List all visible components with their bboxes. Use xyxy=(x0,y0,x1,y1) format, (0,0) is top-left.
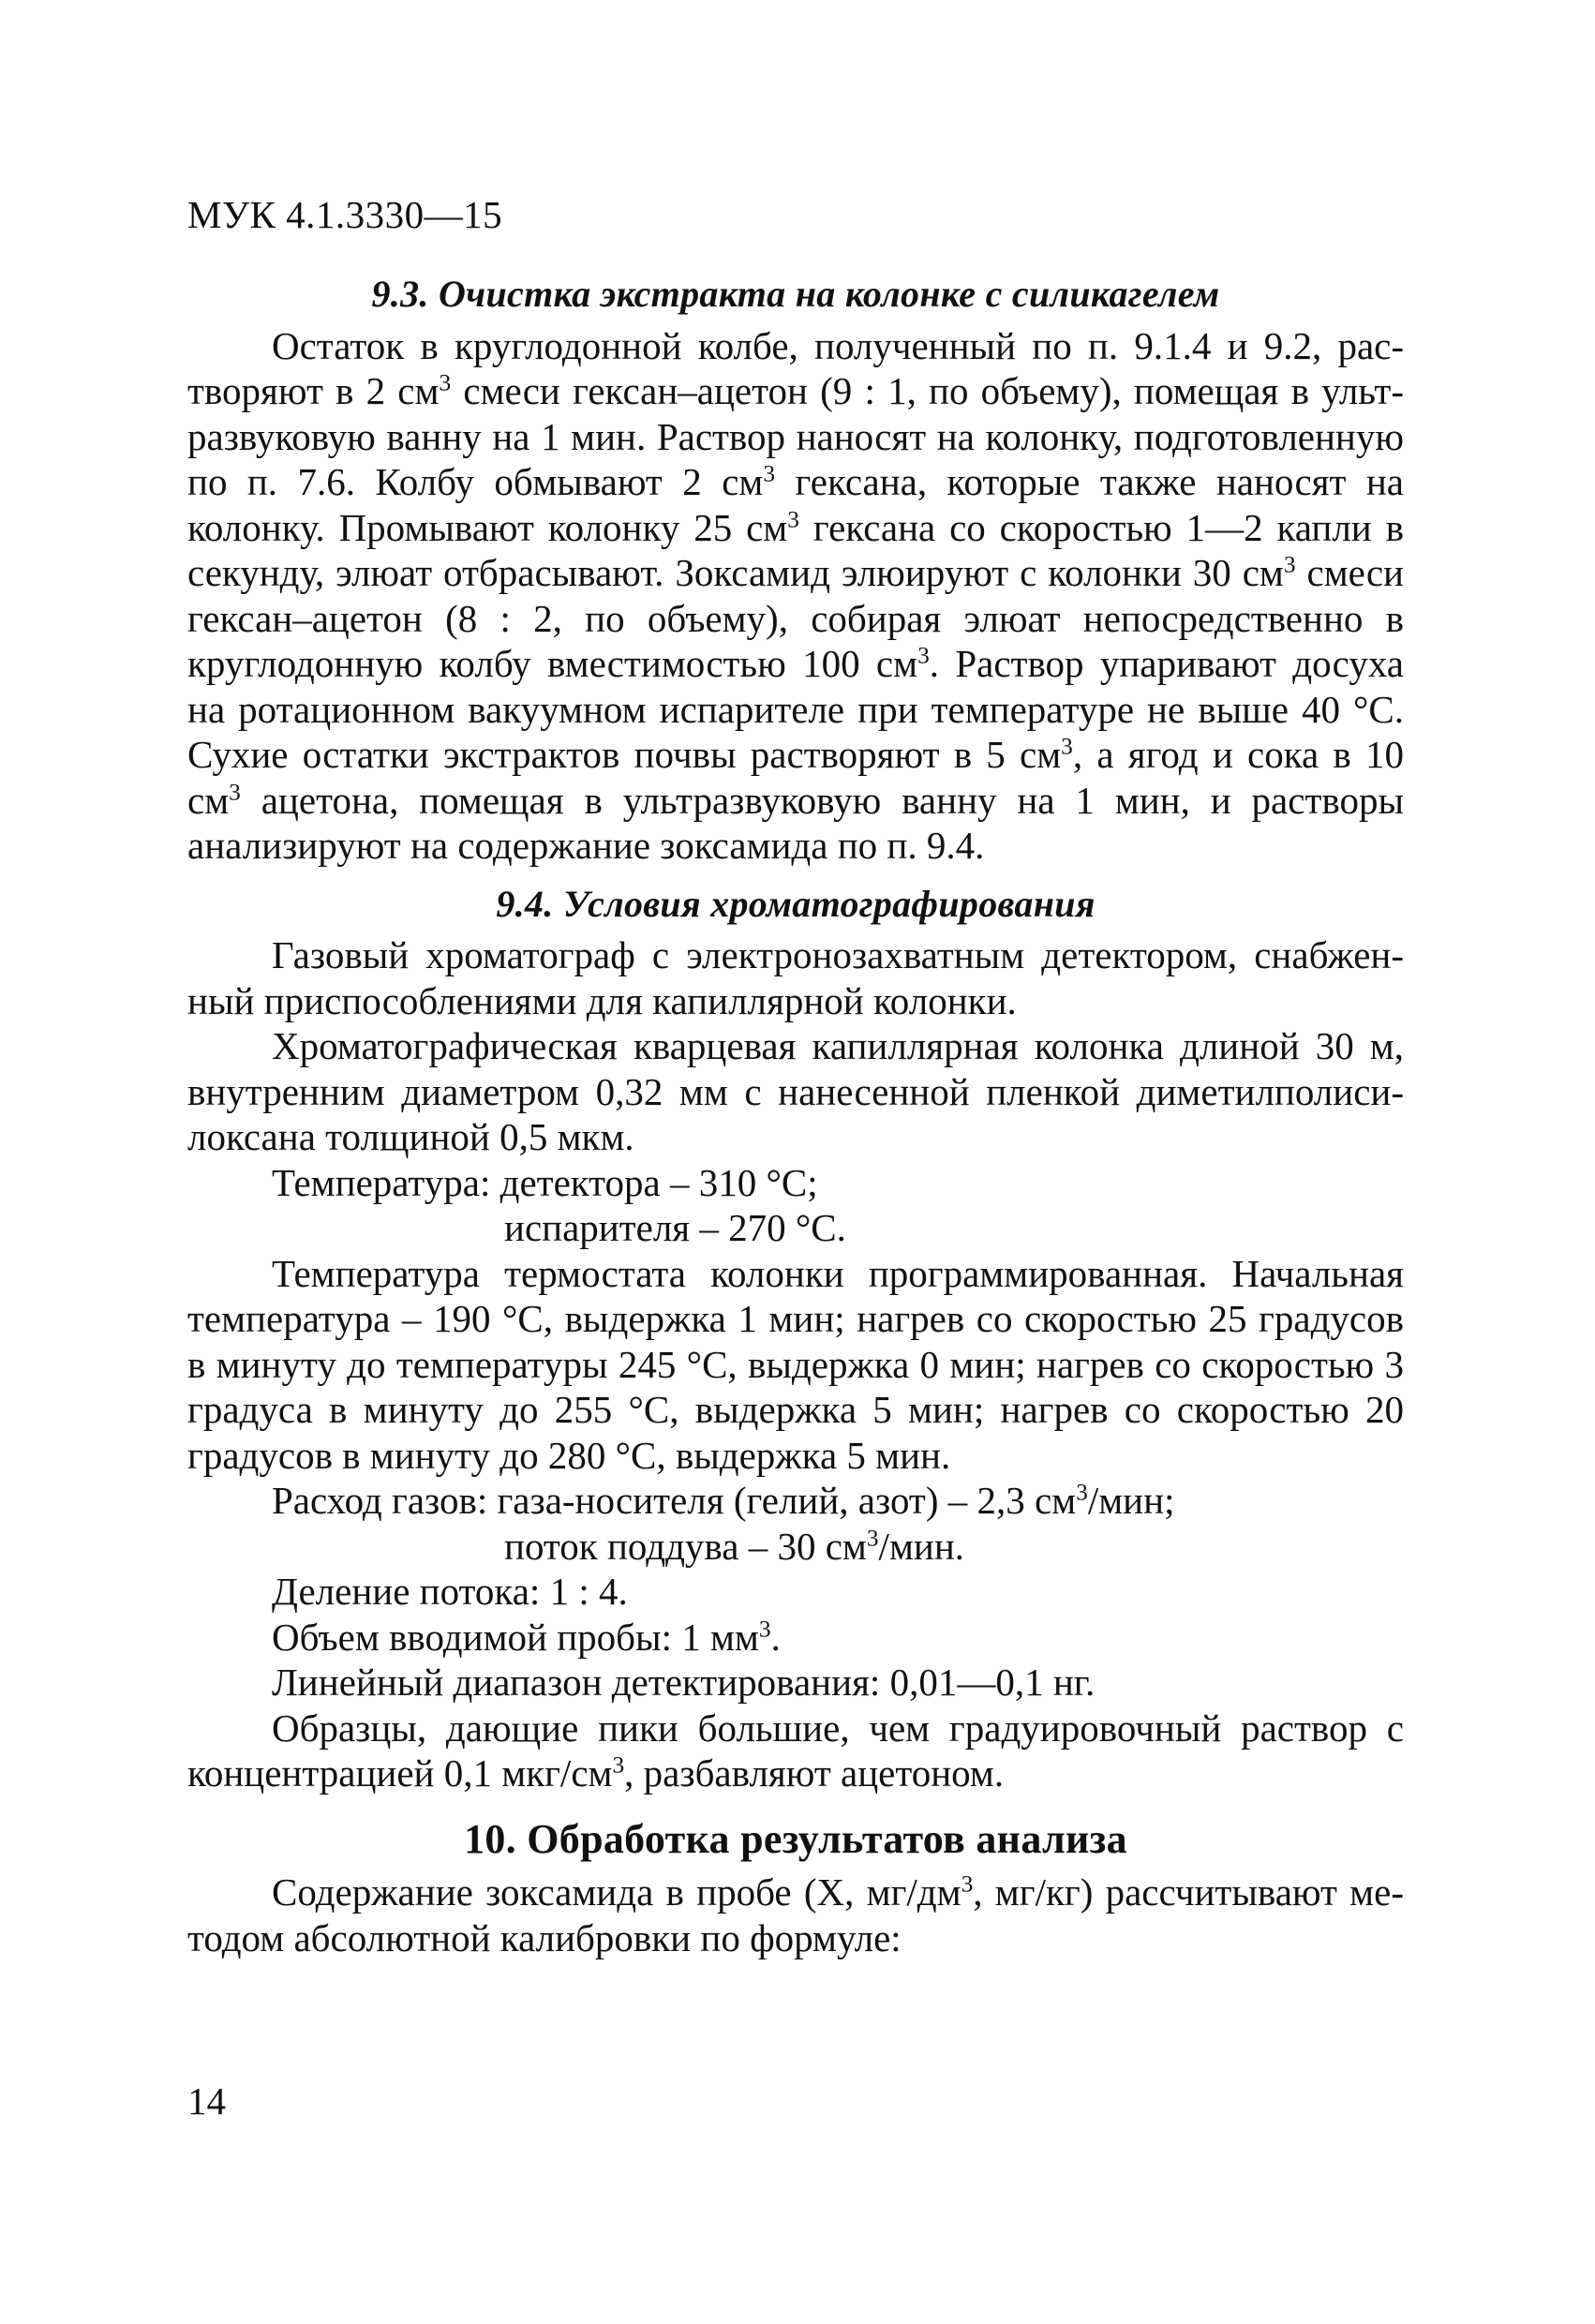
column-description-paragraph: Хроматографическая кварцевая капиллярная колонка длиной 30 м, внутренним диаметром 0,32 мм с нанесенной пленкой диметилполисилоксана толщиной 0,5 мкм. xyxy=(187,1024,1404,1158)
linear-range-line: Линейный диапазон детектирования: 0,01—0,1 нг. xyxy=(272,1661,1096,1704)
temperature-detector-line: Температура: детектора – 310 °С; xyxy=(272,1160,818,1204)
temperature-evaporator-line: испарителя – 270 °С. xyxy=(504,1206,846,1249)
injection-volume-line: Объем вводимой пробы: 1 $мм^3$. xyxy=(272,1615,781,1659)
flow-split-line: Деление потока: 1 : 4. xyxy=(272,1570,628,1613)
gas-flow-carrier-line: Расход газов: газа-носителя (гелий, азот) – 2,3 $см^3$/мин; xyxy=(272,1479,1175,1522)
thermostat-program-paragraph: Температура термостата колонки программированная. Начальная температура – 190 °С, выдержка 1 мин; нагрев со скоростью 25 градусов в минуту до температуры 245 °С, выдержка 0 мин; нагрев со скоростью 3 градуса в минуту до 255 °С, выдержка 5 мин; нагрев со скоростью 20 градусов в минуту до 280 °С, выдержка 5 мин. xyxy=(187,1251,1404,1477)
page-number: 14 xyxy=(187,2079,226,2123)
document-body xyxy=(187,272,1404,1960)
chapter-10-paragraph: Содержание зоксамида в пробе (X, $мг/дм^3$, мг/кг) рассчитывают методом абсолютной калибровки по формуле: xyxy=(187,1870,1404,1959)
section-heading-9-4: 9.4. Условия хроматографирования xyxy=(496,882,1096,925)
gas-flow-makeup-line: поток поддува – 30 $см^3$/мин. xyxy=(504,1524,965,1568)
gc-description-paragraph: Газовый хроматограф с электронозахватным детектором, снабженный приспособлениями для капиллярной колонки. xyxy=(187,933,1404,1022)
document-code-header: МУК 4.1.3330—15 xyxy=(187,193,503,236)
section-heading-9-3: 9.3. Очистка экстракта на колонке с силикагелем xyxy=(371,273,1220,315)
section-9-3-paragraph: Остаток в круглодонной колбе, полученный по п. 9.1.4 и 9.2, растворяют в 2 $см^3$ смеси гексан–ацетон (9 : 1, по объему), помещая в ультразвуковую ванну на 1 мин. Раствор наносят на колонку, подготовленную по п. 7.6. Колбу обмывают 2 $см^3$ гексана, которые также наносят на колонку. Промывают колонку 25 $см^3$ гексана со скоростью 1—2 капли в секунду, элюат отбрасывают. Зоксамид элюируют с колонки 30 $см^3$ смеси гексан–ацетон (8 : 2, по объему), собирая элюат непосредственно в круглодонную колбу вместимостью 100 $см^3$. Раствор упаривают досуха на ротационном вакуумном испарителе при температуре не выше 40 °С. Сухие остатки экстрактов почвы растворяют в 5 $см^3$, а ягод и сока в 10 $см^3$ ацетона, помещая в ультразвуковую ванну на 1 мин, и растворы анализируют на содержание зоксамида по п. 9.4. xyxy=(187,323,1404,867)
chapter-heading-10: 10. Обработка результатов анализа xyxy=(464,1815,1127,1862)
dilution-paragraph: Образцы, дающие пики большие, чем градуировочный раствор с концентрацией 0,1 мкг/$см^3$, разбавляют ацетоном. xyxy=(187,1706,1404,1795)
